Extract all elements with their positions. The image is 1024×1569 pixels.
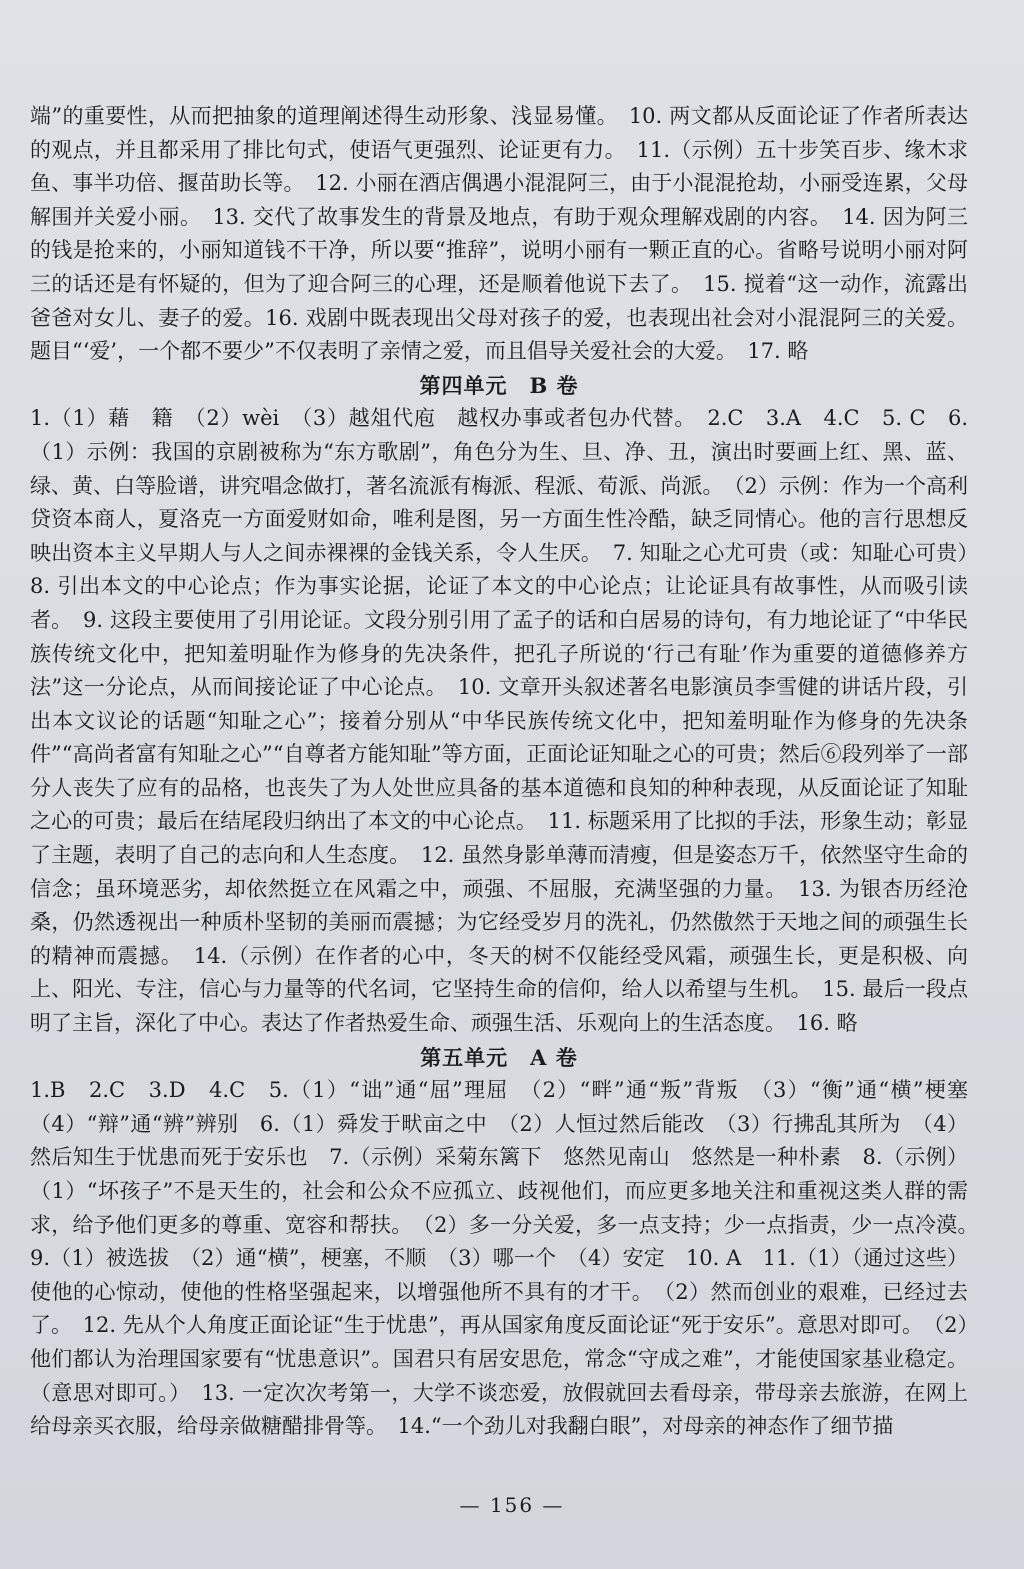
page-number: — 156 — [459,1493,565,1517]
answers-unit5-a: 1.B 2.C 3.D 4.C 5.（1）“诎”通“屈”理屈 （2）“畔”通“叛”背叛 （3）“衡”通“横”梗塞 （4）“辩”通“辨”辨别 6.（1）舜发于畎亩之中 （2）人恒过然后能改 （3）行拂乱其所为 （4）然后知生于忧患而死于安乐也 7.（示例）采菊东篱下 悠然见南山 悠然是一种朴素 8.（示例）（1）“坏孩子”不是天生的，社会和公众不应孤立、歧视他们，而应更多地关注和重视这类人群的需求，给予他们更多的尊重、宽容和帮扶。 （2）多一分关爱，多一点支持；少一点指责，少一点冷漠。 9.（1）被选拔 （2）通“横”，梗塞，不顺 （3）哪一个 （4）安定 10. A 11.（1）（通过这些）使他的心惊动，使他的性格坚强起来，以增强他所不具有的才干。 （2）然而创业的艰难，已经过去了。 12. 先从个人角度正面论证“生于忧患”，再从国家角度反面论证“死于安乐”。意思对即可。 （2）他们都认为治理国家要有“忧患意识”。国君只有居安思危，常念“守成之难”，才能使国家基业稳定。（意思对即可。） 13. 一定次次考第一，大学不谈恋爱，放假就回去看母亲，带母亲去旅游，在网上给母亲买衣服，给母亲做糖醋排骨等。 14.“一个劲儿对我翻白眼”，对母亲的神态作了细节描 [30,1078,989,1439]
section-heading-unit5-a: 第五单元 A 卷 [420,1044,578,1070]
answers-unit3-continued: 端”的重要性，从而把抽象的道理阐述得生动形象、浅显易懂。 10. 两文都从反面论证了作者所表达的观点，并且都采用了排比句式，使语气更强烈、论证更有力。 11.（示例）五十步笑百步、缘木求鱼、事半功倍、揠苗助长等。 12. 小丽在酒店偶遇小混混阿三，由于小混混抢劫，小丽受连累，父母解围并关爱小丽。 13. 交代了故事发生的背景及地点，有助于观众理解戏剧的内容。 14. 因为阿三的钱是抢来的，小丽知道钱不干净，所以要“推辞”，说明小丽有一颗正直的心。省略号说明小丽对阿三的话还是有怀疑的，但为了迎合阿三的心理，还是顺着他说下去了。 15. 搅着“这一动作，流露出爸爸对女儿、妻子的爱。16. 戏剧中既表现出父母对孩子的爱，也表现出社会对小混混阿三的关爱。题目“‘爱’，一个都不要少”不仅表明了亲情之爱，而且倡导关爱社会的大爱。 17. 略 [30,104,968,364]
section-heading-unit4-b: 第四单元 B 卷 [419,372,579,398]
answers-unit4-b: 1.（1）藉 籍 （2）wèi （3）越俎代庖 越权办事或者包办代替。 2.C 3.A 4.C 5. C 6.（1）示例：我国的京剧被称为“东方歌剧”，角色分为生、旦、净、丑，演出时要画上红、黑、蓝、绿、黄、白等脸谱，讲究唱念做打，著名流派有梅派、程派、荀派、尚派。 （2）示例：作为一个高利贷资本商人，夏洛克一方面爱财如命，唯利是图，另一方面生性冷酷，缺乏同情心。他的言行思想反映出资本主义早期人与人之间赤裸裸的金钱关系，令人生厌。 7. 知耻之心尤可贵（或：知耻心可贵） 8. 引出本文的中心论点；作为事实论据，论证了本文的中心论点；让论证具有故事性，从而吸引读者。 9. 这段主要使用了引用论证。文段分别引用了孟子的话和白居易的诗句，有力地论证了“中华民族传统文化中，把知羞明耻作为修身的先决条件，把孔子所说的‘行己有耻’作为重要的道德修养方法”这一分论点，从而间接论证了中心论点。 10. 文章开头叙述著名电影演员李雪健的讲话片段，引出本文议论的话题“知耻之心”；接着分别从“中华民族传统文化中，把知羞明耻作为修身的先决条件”“高尚者富有知耻之心”“自尊者方能知耻”等方面，正面论证知耻之心的可贵；然后⑥段列举了一部分人丧失了应有的品格，也丧失了为人处世应具备的基本道德和良知的种种表现，从反面论证了知耻之心的可贵；最后在结尾段归纳出了本文的中心论点。 11. 标题采用了比拟的手法，形象生动；彰显了主题，表明了自己的志向和人生态度。 12. 虽然身影单薄而清瘦，但是姿态万千，依然坚守生命的信念；虽环境恶劣，却依然挺立在风霜之中，顽强、不屈服，充满坚强的力量。 13. 为银杏历经沧桑，仍然透视出一种质朴坚韧的美丽而震撼；为它经受岁月的洗礼，仍然傲然于天地之间的顽强生长的精神而震撼。 14.（示例）在作者的心中，冬天的树不仅能经受风霜，顽强生长，更是积极、向上、阳光、专注，信心与力量等的代名词，它坚持生命的信仰，给人以希望与生机。 15. 最后一段点明了主旨，深化了中心。表达了作者热爱生命、顽强生活、乐观向上的生活态度。 16. 略 [30,406,989,1036]
page-content [30,100,989,1444]
